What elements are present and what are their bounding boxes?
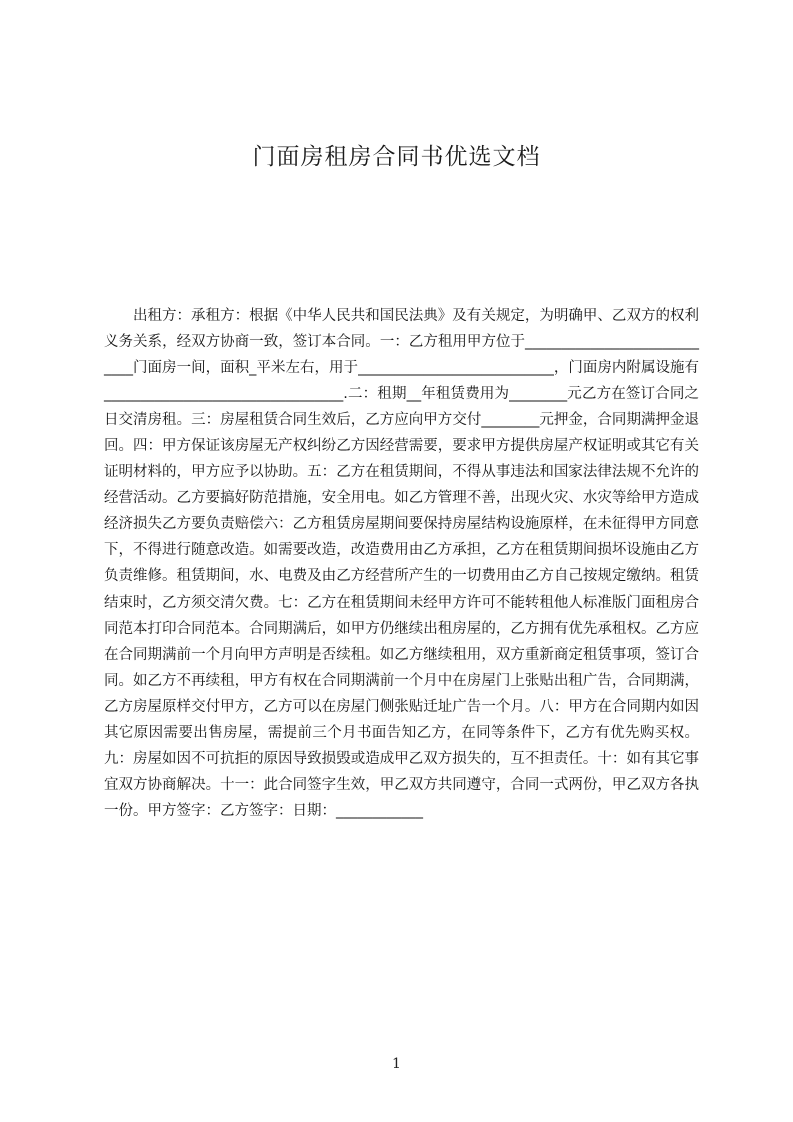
contract-body-text: 出租方：承租方：根据《中华人民共和国民法典》及有关规定，为明确甲、乙双方的权利义务关系，经双方协商一致，签订本合同。一：乙方租用甲方位于____________________________门面房一间，面积_平米左右，用于___________________________，门面房内附属设施有_________________________________.二：租期__年租赁费用为________元乙方在签订合同之日交清房租。三：房屋租赁合同生效后，乙方应向甲方交付________元押金，合同期满押金退回。四：甲方保证该房屋无产权纠纷乙方因经营需要，要求甲方提供房屋产权证明或其它有关证明材料的，甲方应予以协助。五：乙方在租赁期间，不得从事违法和国家法律法规不允许的经营活动。乙方要搞好防范措施，安全用电。如乙方管理不善，出现火灾、水灾等给甲方造成经济损失乙方要负责赔偿六：乙方租赁房屋期间要保持房屋结构设施原样，在未征得甲方同意下，不得进行随意改造。如需要改造，改造费用由乙方承担，乙方在租赁期间损坏设施由乙方负责维修。租赁期间，水、电费及由乙方经营所产生的一切费用由乙方自己按规定缴纳。租赁结束时，乙方须交清欠费。七：乙方在租赁期间未经甲方许可不能转租他人标准版门面租房合同范本打印合同范本。合同期满后，如甲方仍继续出租房屋的，乙方拥有优先承租权。乙方应在合同期满前一个月向甲方声明是否续租。如乙方继续租用，双方重新商定租赁事项，签订合同。如乙方不再续租，甲方有权在合同期满前一个月中在房屋门上张贴出租广告，合同期满，乙方房屋原样交付甲方，乙方可以在房屋门侧张贴迁址广告一个月。八：甲方在合同期内如因其它原因需要出售房屋，需提前三个月书面告知乙方，在同等条件下，乙方有优先购买权。九：房屋如因不可抗拒的原因导致损毁或造成甲乙双方损失的，互不担责任。十：如有其它事宜双方协商解决。十一：此合同签字生效，甲乙双方共同遵守，合同一式两份，甲乙双方各执一份。甲方签字：乙方签字：日期：____________ — [104, 307, 699, 820]
page-number: 1 — [392, 1056, 401, 1072]
document-title: 门面房租房合同书优选文档 — [252, 144, 541, 170]
